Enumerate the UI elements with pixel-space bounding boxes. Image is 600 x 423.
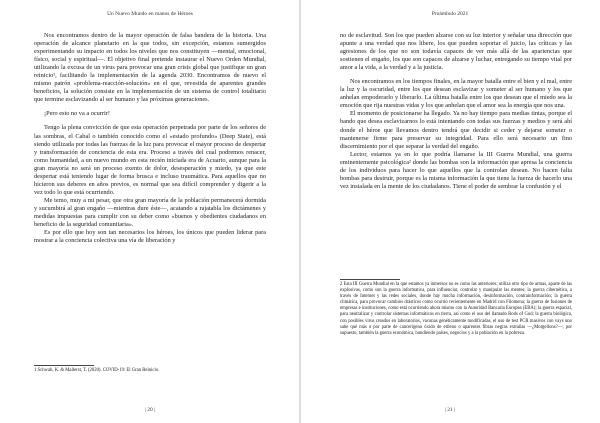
paragraph: Nos encontramos en los tiempos finales, en la mayor batalla entre el bien y el mal, entre la luz y la oscuridad, entre los que desean esclavizar y someter al ser humano y los que anhelan empoderarlo y liberarlo. La última batalla entre los que desean que el miedo sea la emoción que rija nuestras vidas y los que anhelan que el amor sea la energía que nos una.: [340, 78, 572, 110]
footnote: [340, 282, 572, 337]
right-page: [300, 0, 600, 423]
page-number: | 21 |: [444, 407, 456, 413]
paragraph: no de esclavitud. Son los que pueden alzarse con su luz interior y señalar una dirección que apunte a una verdad que nos libere, los que pueden soportar el juicio, las críticas y las agresiones de los que no son todavía capaces de ver más allá de las apariencias que sostienen el engaño, los que son capaces de alzarse y luchar, entregando su tiempo vital por amor a la vida, a la verdad y a la justicia.: [340, 32, 572, 72]
body-text: [340, 32, 572, 191]
paragraph: Tengo la plena convicción de que esta operación perpetrada por parte de los señores de las sombras, el Cabal o también conocido como el «estado profundo» (Deep State), está siendo utilizada por todas las fuerzas de la luz para provocar el mayor proceso de despertar y transformación de conciencia de esta era. Proceso a través del cual podremos renacer, como humanidad, a un nuevo mundo en esta recién iniciada era de Acuario, aunque para la gran mayoría no será un proceso exento de dolor, desesperación y miedo, ya que este despertar está teniendo lugar de forma brusca e incluso traumática. Para aquellos que no hicieron sus deberes en años previos, es normal que sea difícil comprender y digerir a la vez todo lo que está ocurriendo.: [34, 124, 266, 196]
paragraph: Nos encontramos dentro de la mayor operación de falsa bandera de la historia. Una operación de alcance planetario en la que todos, sin excepción, estamos sumergidos experimentando su impacto en todos los niveles que nos constituyen —mental, emocional, físico, social y espiritual—. El objetivo final pretende instaurar el Nuevo Orden Mundial, utilizando la excusa de un virus para provocar una gran crisis global que justifique un gran reinicio¹, facilitando la implementación de la agenda 2030. Encontramos de nuevo el mismo patrón «problema-reacción-solución» en el que, revestida de aparentes grandes beneficios, la solución consiste en la implementación de un sistema de control totalitario que termine esclavizando al ser humano y las próximas generaciones.: [34, 32, 266, 104]
footnote-text: 2 Esta III Guerra Mundial en la que estamos ya inmersos no es como las anteriores; utiliza otro tipo de armas, aparte de las explosivas, como son la guerra informativa, para influenciar, controlar y manipular las mentes; la guerra cibernética, a través de Internet y las redes sociales, donde hay mucha información, desinformación, contrainformación; la guerra climática, para provocar cambios drásticos como ocurrió recientemente en Madrid con Filomena; la guerra de fusiones de empresas e instituciones, como está ocurriendo ahora mismo con la Autoridad Bancaria Europea (EBA); la guerra espacial, para neutralizar y controlar sistemas informáticos en tierra, así como el uso del llamado Rods of God; la guerra biológica, con posibles virus creados en laboratorios, vacunas genéticamente modificadas, el uso de test PCR masivos con vays uno sabe qué más o por parte de cancerígeno óxido de etileno o aparentes fibras negras extrañas —¿Morgellons?—; por supuesto, también la guerra económica, hundiendo países, negocios y a la población en la pobreza.: [340, 282, 572, 336]
footnote-divider: [340, 279, 400, 280]
running-header: Proámbulo 2021: [431, 11, 469, 17]
paragraph: Es por ello que hoy son tan necesarios los héroes, los únicos que pueden liderar para mostrar a la conciencia colectiva una vía de liberación y: [34, 229, 266, 245]
running-header: Un Nuevo Mundo en manos de Héroes: [107, 11, 193, 17]
paragraph: Lector, estamos ya en lo que podría llamarse la III Guerra Mundial, una guerra eminentemente psicológica² donde las bombas son la información que apresa la conciencia de los individuos para hacer lo que aquellos que la controlan desean. No hacen falta bombas para destruir, porque es la misma información la que tiene la fuerza de hacerlo una vez instalada en la mente de los ciudadanos. Tiene el poder de sembrar la confusión y el: [340, 150, 572, 190]
footnote: [34, 368, 266, 374]
paragraph: ¡Pero esto no va a ocurrir!: [44, 110, 110, 118]
page-number: | 20 |: [144, 407, 156, 413]
paragraph: Me temo, muy a mi pesar, que otra gran mayoría de la población permanecerá dormida y sucumbirá al gran engaño —mientras dure éste—, acatando a rajatabla los dictámenes y medidas impuestas para cumplir con su deber como «buenos y obedientes ciudadanos en beneficio de la seguridad comunitaria».: [34, 196, 266, 229]
footnote-divider: [34, 365, 94, 366]
body-text: [34, 32, 266, 245]
footnote-text: 1 Schwab, K. & Mallerst, T. (2020). COVID-19: El Gran Reinicio.: [34, 368, 160, 373]
paragraph: El momento de posicionarse ha llegado. Ya no hay tiempo para medias tintas, porque el bando que desea esclavizarnos lo está intentando con todas sus fuerzas y medios y será ahí donde el héroe que llevamos dentro tendrá que decidir si ceder y dejarse someter o mantenerse firme para preservar su integridad. Para ello será necesario un fino discernimiento por el que separar la verdad del engaño.: [340, 110, 572, 150]
